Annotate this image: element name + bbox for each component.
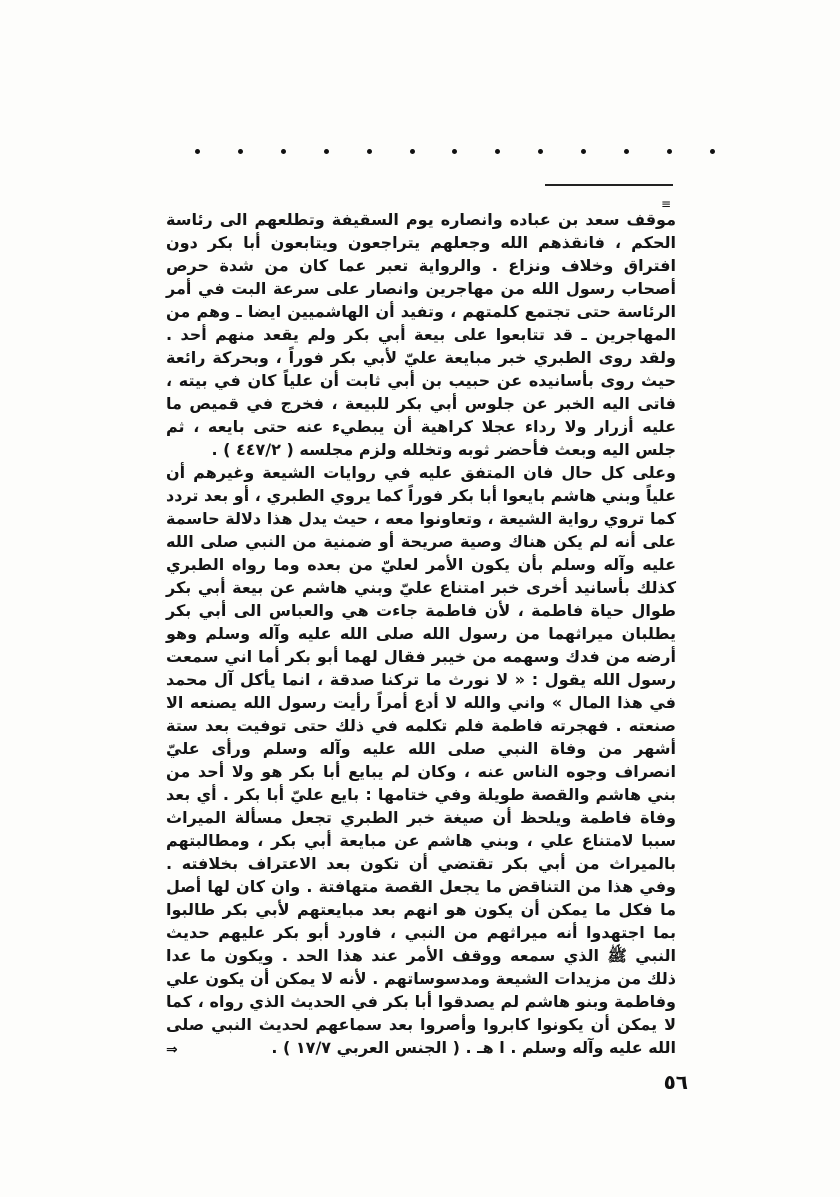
decorative-dot bbox=[538, 149, 543, 154]
page-number: ٥٦ bbox=[663, 1070, 688, 1094]
decorative-dot bbox=[281, 149, 286, 154]
paragraph-1: موقف سعد بن عباده وانصاره يوم السقيفة وتطلعهم الى رئاسة الحكم ، فانقذهم الله وجعلهم يتراجعون ويتابعون أبا بكر دون افتراق وخلاف ونزاع . والرواية تعبر عما كان من شدة حرص أصحاب رسول الله من مهاجرين وانصار على سرعة البت في أمر الرئاسة حتى تجتمع كلمتهم ، وتفيد أن الهاشميين ايضا ـ وهم من المهاجرين ـ قد تتابعوا على بيعة أبي بكر ولم يقعد منهم أحد . ولقد روى الطبري خبر مبايعة عليّ لأبي بكر فوراً ، وبحركة رائعة حيث روى بأسانيده عن حبيب بن أبي ثابت أن علياً كان في بيته ، فاتى اليه الخبر عن جلوس أبي بكر للبيعة ، فخرج في قميص ما عليه أزرار ولا رداء عجلا كراهية أن يبطيء عنه حتى بايعه ، ثم جلس اليه وبعث فأحضر ثوبه وتخلله ولزم مجلسه ( ٤٤٧/٢ ) . bbox=[166, 210, 676, 459]
body-text bbox=[166, 208, 676, 1059]
top-mark: ≡ bbox=[661, 197, 671, 211]
decorative-dot bbox=[195, 149, 200, 154]
header-rule bbox=[545, 184, 673, 186]
decorative-dot bbox=[710, 149, 715, 154]
bottom-mark: ⇒ bbox=[166, 1042, 178, 1058]
decorative-dot bbox=[367, 149, 372, 154]
decorative-dot bbox=[238, 149, 243, 154]
decorative-dot bbox=[452, 149, 457, 154]
decorative-dot-row bbox=[195, 146, 715, 156]
decorative-dot bbox=[495, 149, 500, 154]
decorative-dot bbox=[667, 149, 672, 154]
decorative-dot bbox=[324, 149, 329, 154]
paragraph-2: وعلى كل حال فان المتفق عليه في روايات الشيعة وغيرهم أن علياً وبني هاشم بايعوا أبا بكر فوراً كما يروي الطبري ، أو بعد تردد كما تروي رواية الشيعة ، وتعاونوا معه ، حيث يدل هذا دلالة حاسمة على أنه لم يكن هناك وصية صريحة أو ضمنية من النبي صلى الله عليه وآله وسلم بأن يكون الأمر لعليّ من بعده وما رواه الطبري كذلك بأسانيد أخرى خبر امتناع عليّ وبني هاشم عن بيعة أبي بكر طوال حياة فاطمة ، لأن فاطمة جاءت هي والعباس الى أبي بكر يطلبان ميراثهما من رسول الله صلى الله عليه وآله وسلم وهو أرضه من فدك وسهمه من خيبر فقال لهما أبو بكر أما اني سمعت رسول الله يقول : « لا نورث ما تركنا صدقة ، انما يأكل آل محمد في هذا المال » واني والله لا أدع أمراً رأيت رسول الله يصنعه الا صنعته . فهجرته فاطمة فلم تكلمه في ذلك حتى توفيت بعد ستة أشهر من وفاة النبي صلى الله عليه وآله وسلم ورأى عليّ انصراف وجوه الناس عنه ، وكان لم يبايع أبا بكر هو ولا أحد من بني هاشم والقصة طويلة وفي ختامها : بايع عليّ أبا بكر . أي بعد وفاة فاطمة ويلحظ أن صيغة خبر الطبري تجعل مسألة الميراث سببا لامتناع علي ، وبني هاشم عن مبايعة أبي بكر ، ومطالبتهم بالميراث من أبي بكر تقتضي أن تكون بعد الاعتراف بخلافته . وفي هذا من التناقض ما يجعل القصة متهافتة . وان كان لها أصل ما فكل ما يمكن أن يكون هو انهم بعد مبايعتهم لأبي بكر طالبوا بما اجتهدوا أنه ميراثهم من النبي ، فاورد أبو بكر عليهم حديث النبي ﷺ الذي سمعه ووقف الأمر عند هذا الحد . ويكون ما عدا ذلك من مزيدات الشيعة ومدسوساتهم . لأنه لا يمكن أن يكون علي وفاطمة وبنو هاشم لم يصدقوا أبا بكر في الحديث الذي رواه ، كما لا يمكن أن يكونوا كابروا وأصروا بعد سماعهم لحديث النبي صلى الله عليه وآله وسلم . ا هـ . ( الجنس العربي ١٧/٧ ) . bbox=[165, 463, 676, 1057]
decorative-dot bbox=[410, 149, 415, 154]
decorative-dot bbox=[581, 149, 586, 154]
decorative-dot bbox=[624, 149, 629, 154]
